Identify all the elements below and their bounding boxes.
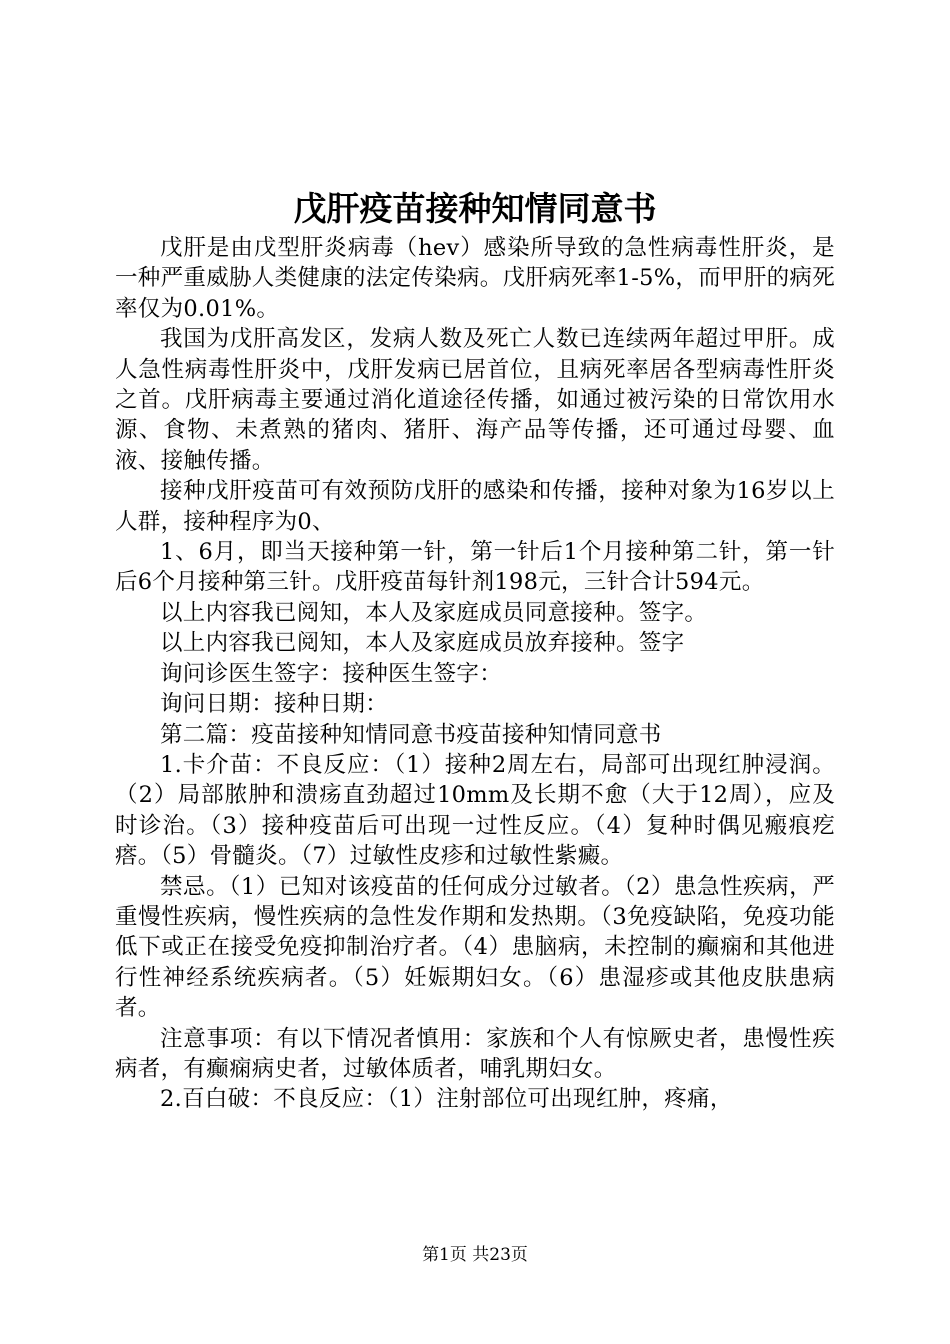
- page-footer: 第1页 共23页: [422, 1245, 528, 1265]
- paragraph-3: 接种戊肝疫苗可有效预防戊肝的感染和传播，接种对象为16岁以上人群，接种程序为0、: [115, 478, 835, 535]
- paragraph-13: 2.百白破：不良反应：（1）注射部位可出现红肿，疼痛，: [160, 1086, 733, 1113]
- paragraph-10: 1.卡介苗：不良反应：（1）接种2周左右，局部可出现红肿浸润。（2）局部脓肿和溃疡直劲超过10mm及长期不愈（大于12周），应及时诊治。（3）接种疫苗后可出现一过性反应。（4）复种时偶见瘢痕疙瘩。（5）骨髓炎。（7）过敏性皮疹和过敏性紫癜。: [115, 751, 835, 870]
- paragraph-6: 以上内容我已阅知，本人及家庭成员放弃接种。签字: [160, 630, 685, 657]
- paragraph-5: 以上内容我已阅知，本人及家庭成员同意接种。签字。: [160, 599, 708, 626]
- document-title: 戊肝疫苗接种知情同意书: [293, 189, 657, 228]
- paragraph-8: 询问日期：接种日期：: [160, 691, 389, 718]
- paragraph-4: 1、6月，即当天接种第一针，第一针后1个月接种第二针，第一针后6个月接种第三针。戊肝疫苗每针剂198元，三针合计594元。: [115, 539, 835, 596]
- paragraph-7: 询问诊医生签字：接种医生签字：: [160, 660, 503, 687]
- document-body: [115, 233, 835, 1115]
- paragraph-11: 禁忌。（1）已知对该疫苗的任何成分过敏者。（2）患急性疾病，严重慢性疾病，慢性疾病的急性发作期和发热期。（3免疫缺陷，免疫功能低下或正在接受免疫抑制治疗者。（4）患脑病，未控制的癫痫和其他进行性神经系统疾病者。（5）妊娠期妇女。（6）患湿疹或其他皮肤患病者。: [115, 873, 835, 1022]
- paragraph-1: 戊肝是由戊型肝炎病毒（hev）感染所导致的急性病毒性肝炎，是一种严重威胁人类健康的法定传染病。戊肝病死率1-5%，而甲肝的病死率仅为0.01%。: [115, 235, 836, 322]
- paragraph-12: 注意事项：有以下情况者慎用：家族和个人有惊厥史者，患慢性疾病者，有癫痫病史者，过敏体质者，哺乳期妇女。: [115, 1025, 835, 1082]
- paragraph-2: 我国为戊肝高发区，发病人数及死亡人数已连续两年超过甲肝。成人急性病毒性肝炎中，戊肝发病已居首位，且病死率居各型病毒性肝炎之首。戊肝病毒主要通过消化道途径传播，如通过被污染的日常饮用水源、食物、未煮熟的猪肉、猪肝、海产品等传播，还可通过母婴、血液、接触传播。: [115, 326, 835, 474]
- paragraph-9: 第二篇：疫苗接种知情同意书疫苗接种知情同意书: [160, 721, 662, 748]
